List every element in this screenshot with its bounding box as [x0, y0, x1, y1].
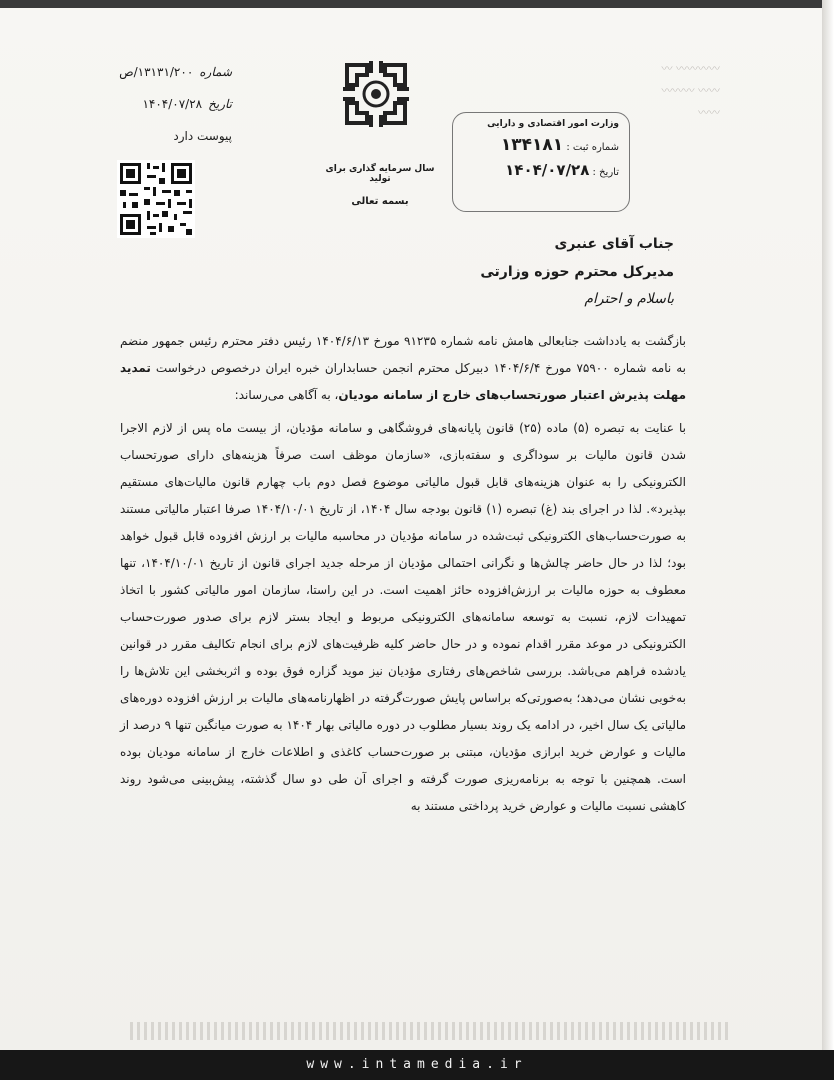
stamp-date-row: تاریخ : ۱۴۰۴/۰۷/۲۸	[505, 161, 619, 179]
greeting: باسلام و احترام	[584, 291, 674, 307]
organization-emblem-icon	[337, 55, 415, 133]
letter-date: تاریخ۱۴۰۴/۰۷/۲۸	[142, 97, 232, 111]
attachment-note: پیوست دارد	[173, 129, 232, 143]
letter-number: شماره۱۳۱۳۱/۲۰۰/ص	[119, 65, 232, 79]
letter-meta	[112, 62, 232, 146]
faded-header-marks: 〰〰〰〰 〰 〰〰 〰〰〰 〰〰	[661, 62, 720, 119]
website-watermark: www.intamedia.ir	[0, 1050, 834, 1080]
letter-body	[120, 328, 686, 820]
stamp-date: ۱۴۰۴/۰۷/۲۸	[505, 161, 590, 179]
subject-highlight: تمدید مهلت پذیرش اعتبار صورتحساب‌های خارج از سامانه مودیان	[120, 361, 686, 402]
recipient-name: جناب آقای عنبری	[554, 236, 674, 252]
faded-footer-text	[130, 1022, 730, 1040]
stamp-reg-row: شماره ثبت : ۱۳۴۱۸۱	[500, 135, 619, 155]
qr-code	[117, 158, 195, 240]
stamp-org: وزارت امور اقتصادی و دارایی	[487, 119, 619, 129]
scan-right-edge	[822, 0, 834, 1080]
registration-stamp	[452, 112, 630, 212]
stamp-reg-number: ۱۳۴۱۸۱	[500, 135, 564, 155]
recipient-title: مدیرکل محترم حوزه وزارتی	[480, 264, 674, 280]
basmala: بسمه تعالی	[351, 196, 409, 207]
paragraph-main: با عنایت به تبصره (۵) ماده (۲۵) قانون پایانه‌های فروشگاهی و سامانه مؤدیان، از بیست ماه پس از لازم الاجرا شدن قانون مالیات بر سوداگری و سفته‌بازی، «سازمان موظف است صرفاً هزینه‌های دارای صورتحساب الکترونیکی را به عنوان هزینه‌های قابل قبول مالیاتی موضوع فصل دوم باب چهارم قانون مالیات‌های مستقیم بپذیرد». لذا در اجرای بند (غ) تبصره (۱) قانون بودجه سال ۱۴۰۴، از تاریخ ۱۴۰۴/۱۰/۰۱ صرفا اعتبار مالیاتی مستند به صورت‌حساب‌های الکترونیکی ثبت‌شده در سامانه مؤدیان در محاسبه مالیات بر ارزش افزوده قابل قبول خواهد بود؛ لذا در حال حاضر چالش‌ها و نگرانی احتمالی مؤدیان از مرحله جدید اجرای قانون از تاریخ ۱۴۰۴/۱۰/۰۱، تنها معطوف به حوزه مالیات بر ارزش‌افزوده حائز اهمیت است. در این راستا، سازمان امور مالیاتی کشور با اتخاذ تمهیدات لازم، نسبت به توسعه سامانه‌های الکترونیکی مربوط و ایجاد بستر لازم برای صدور صورت‌حساب الکترونیکی در موعد مقرر اقدام نموده و در حال حاضر کلیه ظرفیت‌های لازم برای انجام تکالیف مقرر در قوانین یادشده فراهم می‌باشد. بررسی شاخص‌های رفتاری مؤدیان نیز موید گزاره فوق بوده و اثربخشی این تلاش‌ها را به‌خوبی نشان می‌دهد؛ به‌صورتی‌که براساس پایش صورت‌گرفته در اظهارنامه‌های مالیات بر ارزش افزوده دوره‌های مالیاتی یک سال اخیر، در ادامه یک روند بسیار مطلوب در دوره مالیاتی بهار ۱۴۰۴ به صورت میانگین تنها ۹ درصد از مالیات و عوارض خرید ابرازی مؤدیان، مبتنی بر صورت‌حساب کاغذی و اطلاعات خارج از سامانه مودیان بوده است. همچنین با توجه به برنامه‌ریزی صورت گرفته و اجرای آن طی دو سال گذشته، پیش‌بینی می‌شود روند کاهشی نسبت مالیات و عوارض خرید پرداختی مستند به	[120, 421, 687, 813]
scan-top-edge	[0, 0, 834, 8]
year-slogan: سال سرمایه گذاری برای تولید	[325, 164, 435, 184]
paragraph-intro: بازگشت به یادداشت جنابعالی هامش نامه شماره ۹۱۲۳۵ مورخ ۱۴۰۴/۶/۱۳ رئیس دفتر محترم رئیس جمهور منضم به نامه شماره ۷۵۹۰۰ مورخ ۱۴۰۴/۶/۴ دبیرکل محترم انجمن حسابداران خبره ایران درخصوص درخواست تمدید مهلت پذیرش اعتبار صورتحساب‌های خارج از سامانه مودیان، به آگاهی می‌رساند:	[120, 334, 686, 402]
recipient-block	[480, 230, 674, 286]
